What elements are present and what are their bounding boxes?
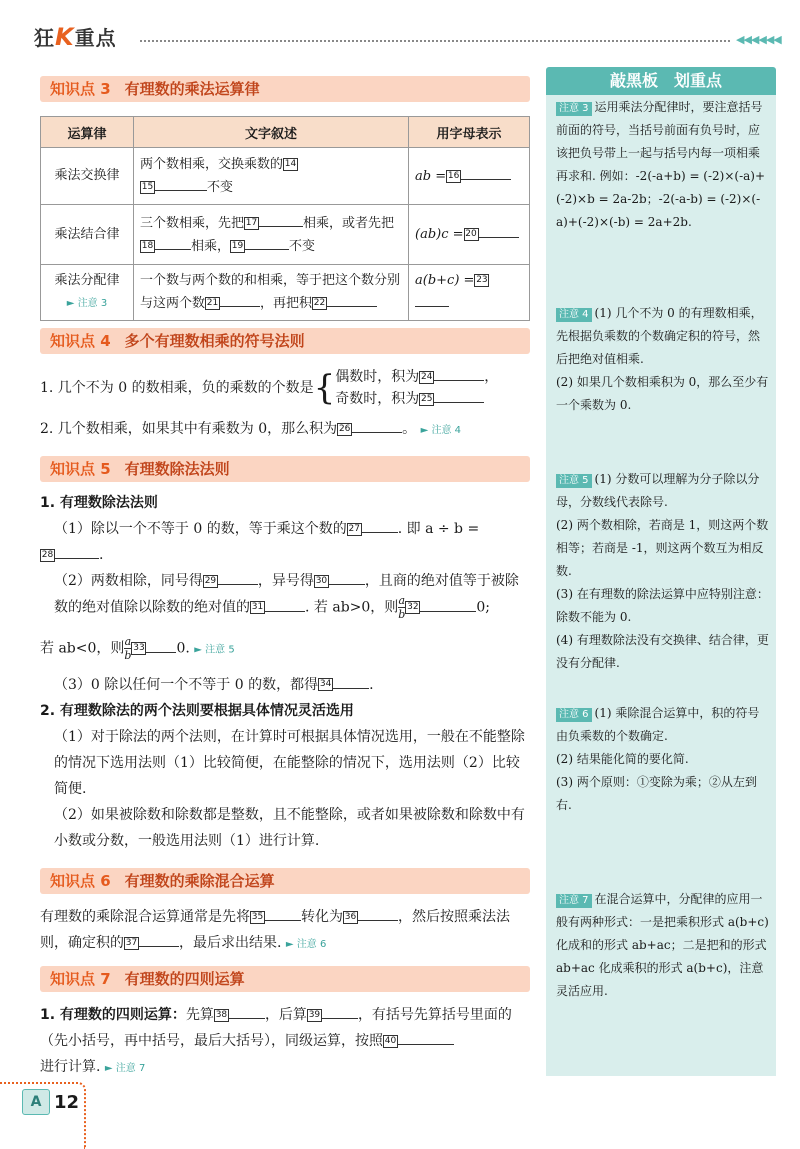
note-link[interactable]: ► 注意 4: [420, 425, 462, 436]
column-header: 用字母表示: [409, 117, 530, 148]
mixed-ops-text: 有理数的乘除混合运算通常是先将 35 转化为 36 ，然后按照乘法法则，确定积的 37 ，最后求出结果. ► 注意 6: [40, 904, 530, 958]
page-number: 12: [54, 1092, 80, 1113]
section-header-4: 知识点 4 多个有理数相乘的符号法则: [40, 328, 530, 354]
note-link[interactable]: ► 注意 3: [66, 298, 108, 309]
rule-sign-1: 1. 几个不为 0 的数相乘，负的乘数的个数是{偶数时，积为 24 ， 奇数时，积为 25: [40, 368, 499, 408]
table-row: 乘法交换律 两个数相乘，交换乘数的 14 15 不变 ab = 16: [41, 148, 530, 205]
note-link[interactable]: ► 注意 5: [194, 644, 235, 656]
note-4: 注意 4 (1) 几个不为 0 的有理数相乘，先根据负乘数的个数确定积的符号，然后把绝对值相乘. (2) 如果几个数相乘积为 0，那么至少有一个乘数为 0.: [556, 306, 769, 412]
note-7: 注意 7 在混合运算中，分配律的应用一般有两种形式：一是把乘积形式 a(b+c) 化成和的形式 ab+ac；二是把和的形式 ab+ac 化成乘积的形式 a(b+c)，注意灵活应用.: [556, 892, 769, 998]
note-6: 注意 6 (1) 乘除混合运算中，积的符号由负乘数的个数确定. (2) 结果能化简的要化简. (3) 两个原则：①变除为乘；②从左到右.: [556, 706, 760, 812]
sidebar-title: 敲黑板 划重点: [546, 67, 776, 95]
rule-sign-2: 2. 几个数相乘，如果其中有乘数为 0，那么积为 26 。 ► 注意 4: [40, 416, 530, 444]
header-divider: [140, 40, 730, 42]
note-link[interactable]: ► 注意 6: [285, 939, 327, 950]
page-badge-icon: A: [22, 1089, 50, 1115]
division-rules: 1. 有理数除法法则 （1）除以一个不等于 0 的数，等于乘这个数的 27 . 即 a ÷ b = 28 . （2）两数相除，同号得 29 ，异号得 30 ，且商的绝对值等于被除数的绝对值除以除数的绝对值的 31 . 若 ab>0，则 $\frac{a}{b}$ 32 0; 若 ab<0，则 $\frac{a}{b}$ 33 0. ► 注意 5 （3）0 除以任何一个不等于 0 的数，都得 34 . 2. 有理数除法的两个法则要根据具体情况灵活选用 （1）对于除法的两个法则，在计算时可根据具体情况选用，一般在不能整除的情况下选用法则（1）比较简便，在能整除的情况下，选用法则（2）比较简便. （2）如果被除数和除数都是整数，且不能整除，或者如果被除数和除数中有小数或分数，一般选用法则（1）进行计算.: [40, 495, 525, 849]
table-row: 乘法结合律 三个数相乘，先把 17 相乘，或者先把18 相乘， 19 不变 (ab)c = 20: [41, 205, 530, 265]
header-arrows-icon: ◀◀◀◀◀◀: [736, 33, 781, 46]
table-row: 乘法分配律 ► 注意 3 一个数与两个数的和相乘，等于把这个数分别与这两个数 21 ，再把积 22 a(b+c) = 23: [41, 265, 530, 321]
section-header-5: 知识点 5 有理数除法法则: [40, 456, 530, 482]
section-header-6: 知识点 6 有理数的乘除混合运算: [40, 868, 530, 894]
note-link[interactable]: ► 注意 7: [104, 1063, 146, 1074]
brand-logo: 狂K重点: [34, 23, 117, 51]
rules-table: [40, 116, 530, 321]
column-header: 运算律: [41, 117, 134, 148]
note-5: 注意 5 (1) 分数可以理解为分子除以分母，分数线代表除号. (2) 两个数相除，若商是 1，则这两个数相等；若商是 -1，则这两个数互为相反数. (3) 在有理数的除法运算中应特别注意：除数不能为 0. (4) 有理数除法没有交换律、结合律，更没有分配律.: [556, 472, 769, 670]
section-header-7: 知识点 7 有理数的四则运算: [40, 966, 530, 992]
four-ops-text: 1. 有理数的四则运算：先算 38 ，后算 39 ，有括号先算括号里面的（先小括号，再中括号，最后大括号），同级运算，按照 40 进行计算. ► 注意 7: [40, 1002, 530, 1082]
note-3: 注意 3 运用乘法分配律时，要注意括号前面的符号，当括号前面有负号时，应该把负号带上一起与括号内每一项相乘再求和. 例如：-2(-a+b) = (-2)×(-a)+(-2)×b = 2a-2b；-2(-a-b) = (-2)×(-a)+(-2)×(-b) = 2a+2b.: [556, 100, 766, 229]
section-header-3: 知识点 3 有理数的乘法运算律: [40, 76, 530, 102]
column-header: 文字叙述: [134, 117, 409, 148]
